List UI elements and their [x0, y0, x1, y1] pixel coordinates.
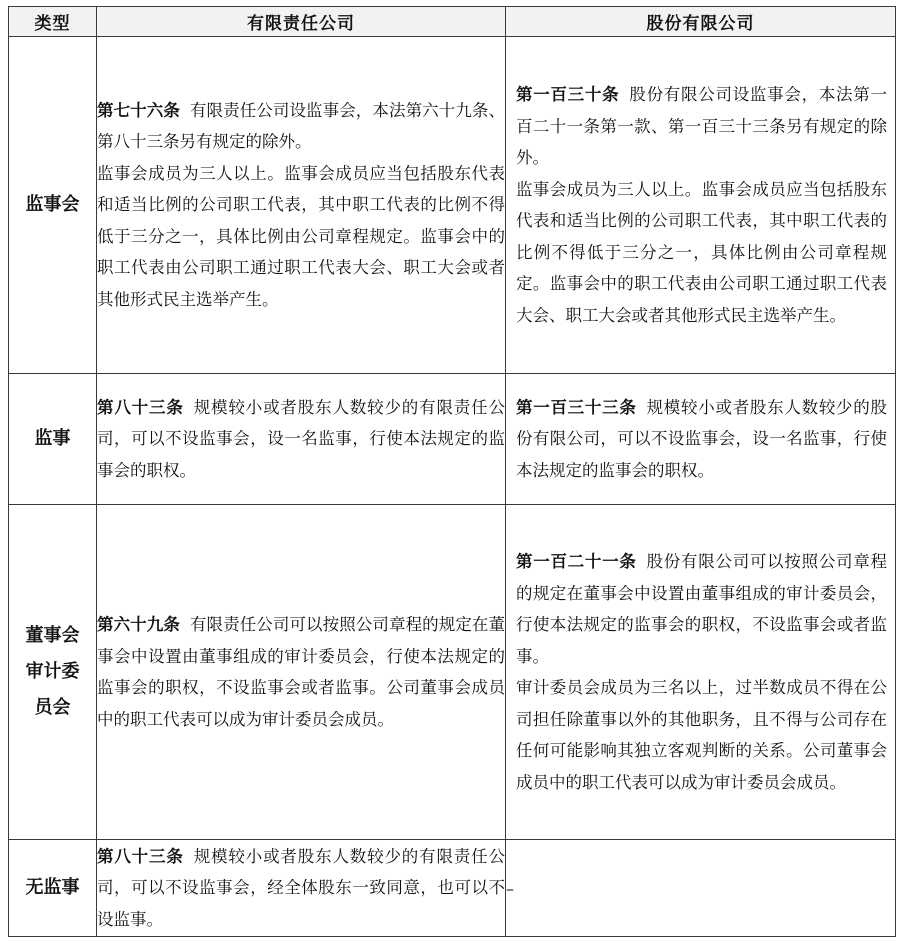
article-text: 规模较小或者股东人数较少的股份有限公司，可以不设监事会，设一名监事，行使本法规定的监事会的职权。 — [516, 397, 888, 480]
type-cell — [9, 505, 97, 840]
llc-cell — [97, 374, 506, 505]
article-text: 规模较小或者股东人数较少的有限责任公司，可以不设监事会，设一名监事，行使本法规定的监事会的职权。 — [97, 397, 506, 480]
type-cell: 无监事 — [9, 840, 97, 937]
paragraph — [97, 841, 505, 936]
row-supervisory-board — [9, 37, 896, 374]
article-text: 规模较小或者股东人数较少的有限责任公司，可以不设监事会，经全体股东一致同意，也可以不设监事。 — [97, 846, 506, 929]
paragraph: 监事会成员为三人以上。监事会成员应当包括股东代表和适当比例的公司职工代表，其中职工代表的比例不得低于三分之一，具体比例由公司章程规定。监事会中的职工代表由公司职工通过职工代表大会、职工大会或者其他形式民主选举产生。 — [97, 163, 505, 309]
paragraph: 监事会成员为三人以上。监事会成员应当包括股东代表和适当比例的公司职工代表，其中职工代表的比例不得低于三分之一，具体比例由公司章程规定。监事会中的职工代表由公司职工通过职工代表大会、职工大会或者其他形式民主选举产生。 — [516, 179, 887, 325]
paragraph — [516, 546, 887, 672]
type-line: 董事会 — [25, 625, 80, 646]
paragraph — [97, 609, 505, 735]
article-number: 第六十九条 — [97, 615, 180, 634]
article-text: 股份有限公司设监事会，本法第一百二十一条第一款、第一百三十三条另有规定的除外。 — [516, 85, 888, 167]
type-line: 审计委 — [25, 661, 80, 682]
paragraph — [516, 79, 887, 174]
paragraph — [97, 392, 505, 487]
row-audit-committee — [9, 505, 896, 840]
article-number: 第八十三条 — [97, 397, 184, 417]
article-text: 有限责任公司可以按照公司章程的规定在董事会中设置由董事组成的审计委员会，行使本法规定的监事会的职权，不设监事会或者监事。公司董事会成员中的职工代表可以成为审计委员会成员。 — [97, 615, 506, 729]
header-row — [9, 7, 896, 37]
llc-cell — [97, 505, 506, 840]
article-number: 第七十六条 — [97, 100, 180, 120]
jsc-empty-cell: – — [506, 840, 896, 937]
type-cell: 监事会 — [9, 37, 97, 374]
jsc-cell — [506, 374, 896, 505]
article-number: 第一百二十一条 — [516, 552, 637, 571]
header-jsc: 股份有限公司 — [506, 7, 896, 37]
paragraph — [516, 392, 887, 487]
header-llc: 有限责任公司 — [97, 7, 506, 37]
comparison-table — [8, 6, 896, 937]
article-number: 第一百三十条 — [516, 85, 620, 104]
paragraph — [97, 95, 505, 158]
article-number: 第一百三十三条 — [516, 397, 637, 417]
jsc-cell — [506, 505, 896, 840]
llc-cell — [97, 37, 506, 374]
article-number: 第八十三条 — [97, 846, 184, 866]
paragraph: 审计委员会成员为三名以上，过半数成员不得在公司担任除董事以外的其他职务，且不得与公司存在任何可能影响其独立客观判断的关系。公司董事会成员中的职工代表可以成为审计委员会成员。 — [516, 678, 887, 792]
row-supervisor — [9, 374, 896, 505]
article-text: 股份有限公司可以按照公司章程的规定在董事会中设置由董事组成的审计委员会，行使本法规定的监事会的职权，不设监事会或者监事。 — [516, 552, 888, 666]
type-line: 员会 — [34, 697, 71, 718]
row-no-supervisor — [9, 840, 896, 937]
llc-cell — [97, 840, 506, 937]
header-type: 类型 — [9, 7, 97, 37]
article-text: 有限责任公司设监事会，本法第六十九条、第八十三条另有规定的除外。 — [97, 100, 506, 152]
jsc-cell — [506, 37, 896, 374]
type-cell: 监事 — [9, 374, 97, 505]
